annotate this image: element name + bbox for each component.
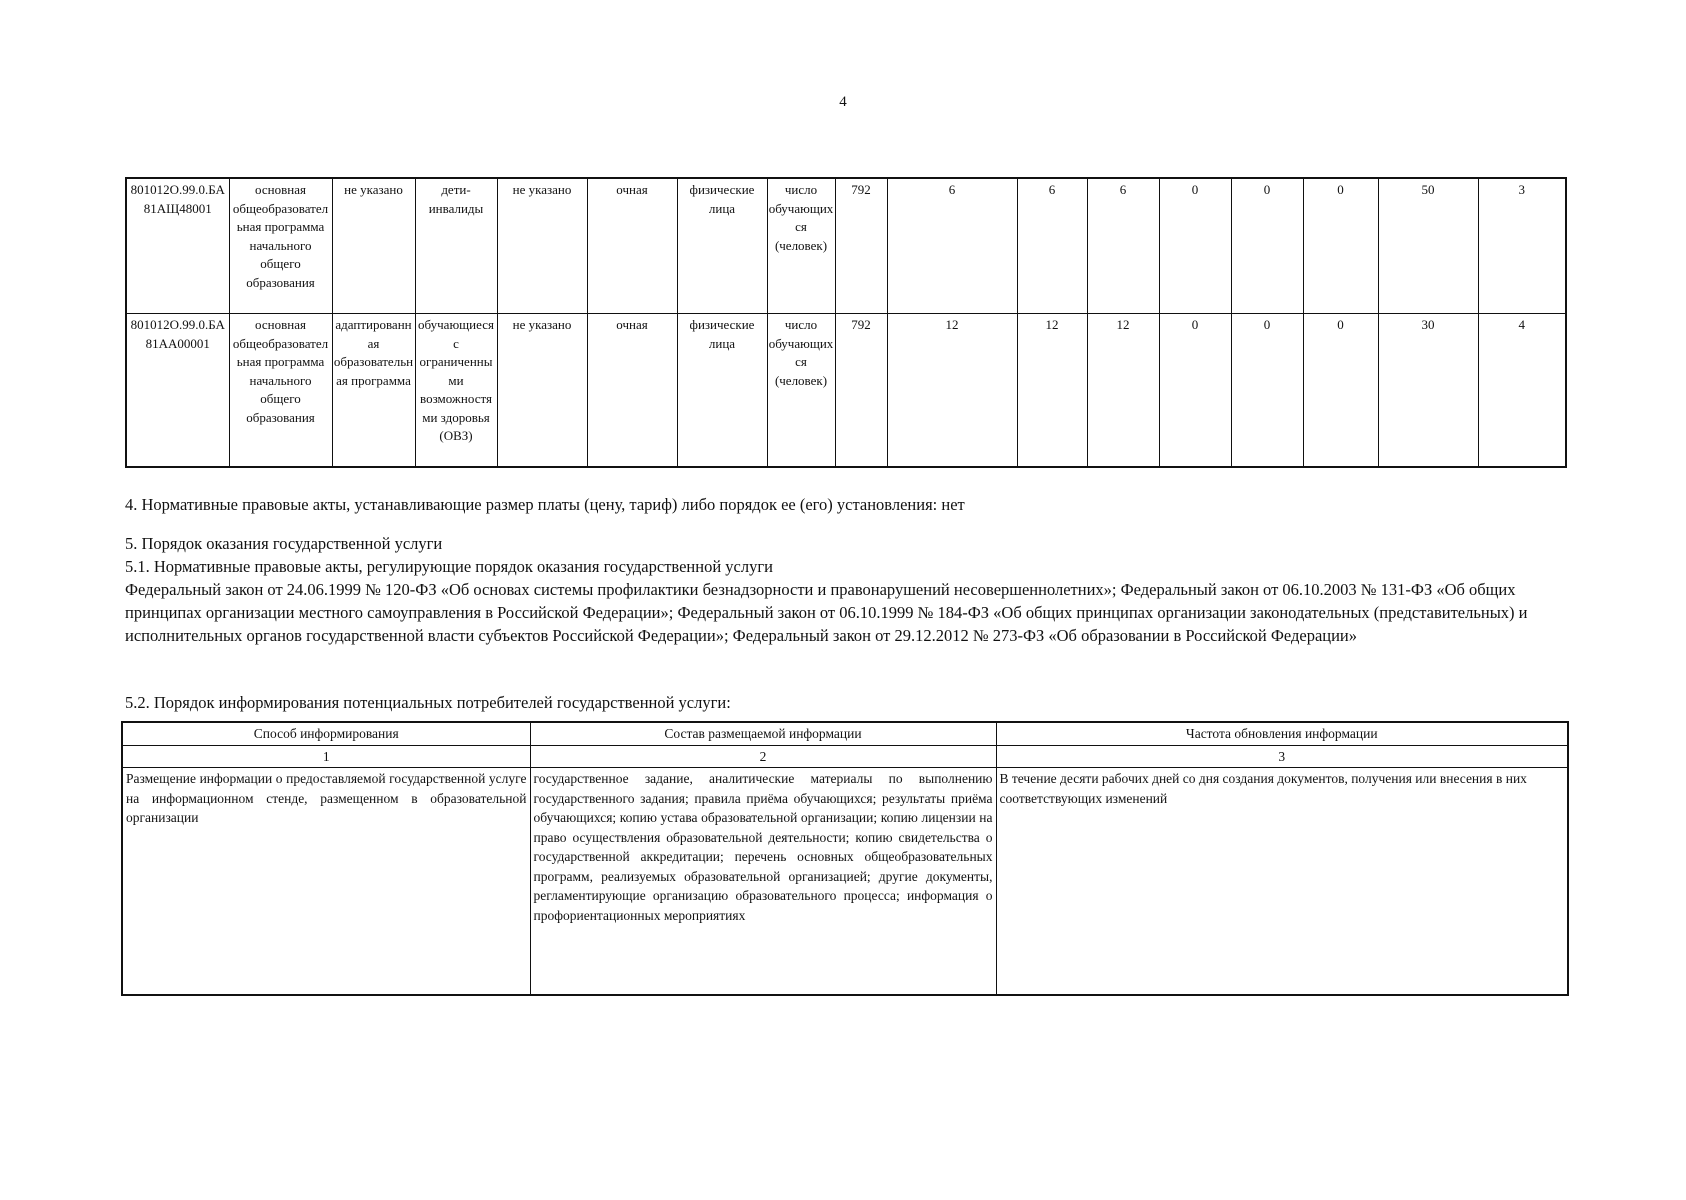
column-header: Частота обновления информации bbox=[996, 722, 1568, 745]
value-cell: 0 bbox=[1159, 178, 1231, 314]
value-cell: 0 bbox=[1231, 178, 1303, 314]
table-header-row bbox=[122, 722, 1568, 745]
info-table bbox=[121, 721, 1569, 996]
value-cell: 4 bbox=[1478, 314, 1566, 468]
frequency-cell: В течение десяти рабочих дней со дня создания документов, получения или внесения в них соответствующих изменений bbox=[996, 768, 1568, 996]
value-cell: 6 bbox=[887, 178, 1017, 314]
content-cell: государственное задание, аналитические материалы по выполнению государственного задания; правила приёма обучающихся; результаты приёма обучающихся; копию устава образовательной организации; копию лицензии на право осуществления образовательной деятельности; копию свидетельства о государственной аккредитации; перечень основных общеобразовательных программ, реализуемых образовательной организацией; другие документы, регламентирующие организацию образовательного процесса; информация о профориентационных мероприятиях bbox=[530, 768, 996, 996]
method-cell: Размещение информации о предоставляемой государственной услуге на информационном стенде, размещенном в образовательной организации bbox=[122, 768, 530, 996]
place-cell: не указано bbox=[497, 178, 587, 314]
form-cell: очная bbox=[587, 314, 677, 468]
column-number: 2 bbox=[530, 745, 996, 768]
section-5-2-heading: 5.2. Порядок информирования потенциальных потребителей государственной услуги: bbox=[125, 693, 731, 712]
place-cell: не указано bbox=[497, 314, 587, 468]
table-row bbox=[126, 314, 1566, 468]
consumers-cell: физические лица bbox=[677, 178, 767, 314]
program-cell: основная общеобразовательная программа начального общего образования bbox=[229, 314, 332, 468]
value-cell: 50 bbox=[1378, 178, 1478, 314]
page-number: 4 bbox=[839, 94, 847, 110]
consumers-cell: физические лица bbox=[677, 314, 767, 468]
unique-code: 801012О.99.0.БА81АЩ48001 bbox=[126, 178, 229, 314]
value-cell: 12 bbox=[887, 314, 1017, 468]
table-row bbox=[122, 768, 1568, 996]
section-5-1-heading: 5.1. Нормативные правовые акты, регулирующие порядок оказания государственной услуги bbox=[125, 557, 773, 576]
column-header: Способ информирования bbox=[122, 722, 530, 745]
section-5-1-text: Федеральный закон от 24.06.1999 № 120-ФЗ «Об основах системы профилактики безнадзорности и правонарушений несовершеннолетних»; Федеральный закон от 06.10.2003 № 131-ФЗ «Об общих принципах организации местного самоуправления в Российской Федерации»; Федеральный закон от 06.10.1999 № 184-ФЗ «Об общих принципах организации законодательных (представительных) и исполнительных органов государственной власти субъектов Российской Федерации»; Федеральный закон от 29.12.2012 № 273-ФЗ «Об образовании в Российской Федерации» bbox=[125, 580, 1528, 645]
indicators-table bbox=[125, 177, 1567, 468]
category-cell: дети-инвалиды bbox=[415, 178, 497, 314]
value-cell: 12 bbox=[1017, 314, 1087, 468]
program-type-cell: не указано bbox=[332, 178, 415, 314]
value-cell: 6 bbox=[1017, 178, 1087, 314]
unique-code: 801012О.99.0.БА81АА00001 bbox=[126, 314, 229, 468]
value-cell: 3 bbox=[1478, 178, 1566, 314]
value-cell: 6 bbox=[1087, 178, 1159, 314]
value-cell: 0 bbox=[1303, 314, 1378, 468]
value-cell: 0 bbox=[1159, 314, 1231, 468]
okei-cell: 792 bbox=[835, 314, 887, 468]
value-cell: 0 bbox=[1231, 314, 1303, 468]
column-header: Состав размещаемой информации bbox=[530, 722, 996, 745]
indicator-cell: число обучающихся (человек) bbox=[767, 314, 835, 468]
column-number: 1 bbox=[122, 745, 530, 768]
section-4-paragraph: 4. Нормативные правовые акты, устанавливающие размер платы (цену, тариф) либо порядок ее (его) установления: нет bbox=[125, 495, 965, 514]
value-cell: 12 bbox=[1087, 314, 1159, 468]
program-cell: основная общеобразовательная программа начального общего образования bbox=[229, 178, 332, 314]
form-cell: очная bbox=[587, 178, 677, 314]
program-type-cell: адаптированная образовательная программа bbox=[332, 314, 415, 468]
value-cell: 30 bbox=[1378, 314, 1478, 468]
indicator-cell: число обучающихся (человек) bbox=[767, 178, 835, 314]
table-number-row bbox=[122, 745, 1568, 768]
column-number: 3 bbox=[996, 745, 1568, 768]
category-cell: обучающиеся с ограниченными возможностями здоровья (ОВЗ) bbox=[415, 314, 497, 468]
table-row bbox=[126, 178, 1566, 314]
value-cell: 0 bbox=[1303, 178, 1378, 314]
okei-cell: 792 bbox=[835, 178, 887, 314]
section-5-heading: 5. Порядок оказания государственной услуги bbox=[125, 534, 443, 553]
